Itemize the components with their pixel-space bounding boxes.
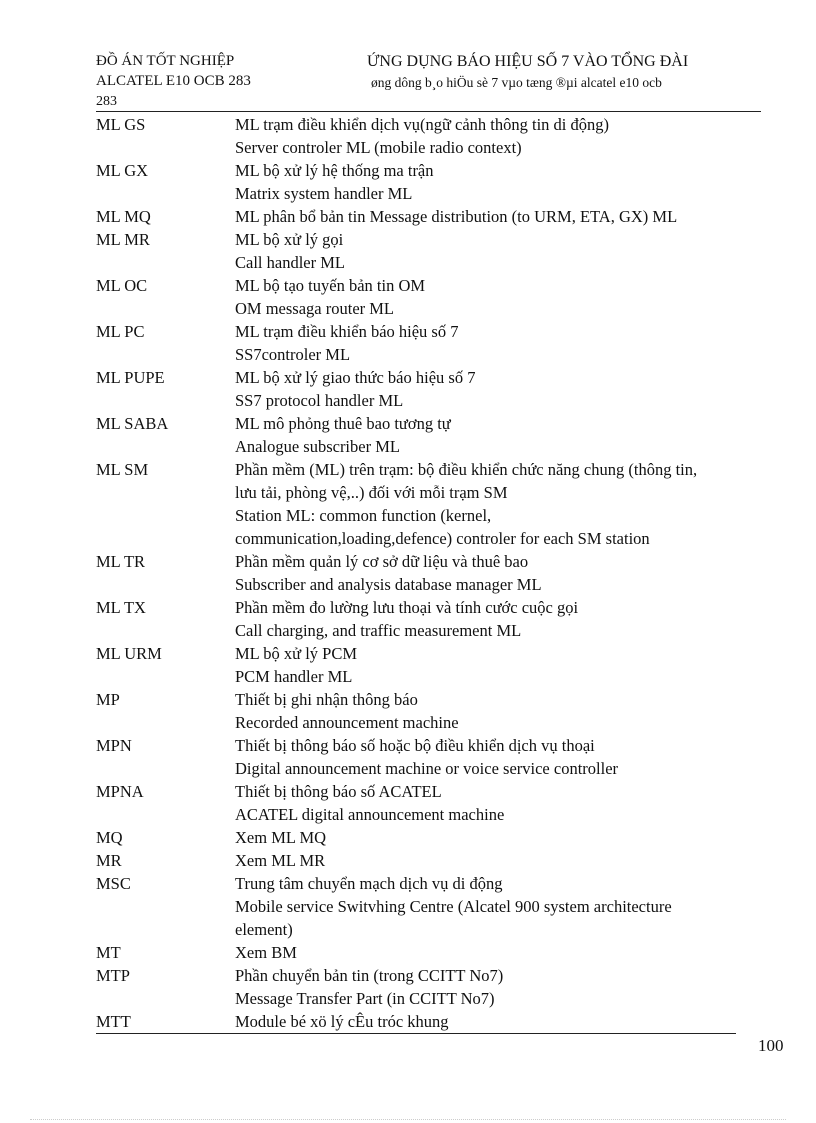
- glossary-term: ML MR: [96, 230, 150, 249]
- glossary-entry: [96, 941, 766, 964]
- glossary-term: MT: [96, 943, 121, 962]
- definition-line: Xem ML MQ: [235, 828, 327, 847]
- definition-line: Trung tâm chuyển mạch dịch vụ di động: [235, 874, 503, 893]
- glossary-definition: [235, 872, 766, 941]
- definition-line: SS7controler ML: [235, 345, 351, 364]
- definition-line: ML bộ xử lý giao thức báo hiệu số 7: [235, 368, 476, 387]
- glossary-entry: [96, 1010, 766, 1033]
- glossary-definition: [235, 320, 766, 366]
- definition-line: PCM handler ML: [235, 667, 353, 686]
- definition-line: Call handler ML: [235, 253, 345, 272]
- glossary-entry: [96, 159, 766, 205]
- glossary-definition: [235, 964, 766, 1010]
- glossary-entry: [96, 274, 766, 320]
- definition-line: SS7 protocol handler ML: [235, 391, 404, 410]
- definition-line: Phần mềm quản lý cơ sở dữ liệu và thuê bao: [235, 552, 529, 571]
- definition-line: Subscriber and analysis database manager ML: [235, 575, 542, 594]
- glossary-term: MTT: [96, 1012, 131, 1031]
- glossary-term: ML SABA: [96, 414, 169, 433]
- glossary-definition: [235, 596, 766, 642]
- definition-line: Thiết bị thông báo số hoặc bộ điều khiển dịch vụ thoại: [235, 736, 595, 755]
- definition-line: Analogue subscriber ML: [235, 437, 400, 456]
- glossary-entry: [96, 320, 766, 366]
- glossary-term: MPNA: [96, 782, 144, 801]
- glossary-entry: [96, 113, 766, 159]
- header-system-name: ALCATEL E10 OCB 283: [96, 73, 251, 89]
- definition-line: Module bé xö lý cÊu tróc khung: [235, 1012, 449, 1031]
- definition-line: ML trạm điều khiển dịch vụ(ngữ cảnh thông tin di động): [235, 115, 610, 134]
- glossary-term: ML TX: [96, 598, 146, 617]
- definition-line: Server controler ML (mobile radio context): [235, 138, 522, 157]
- definition-line: Phần mềm đo lường lưu thoại và tính cước cuộc gọi: [235, 598, 579, 617]
- glossary-term: MSC: [96, 874, 131, 893]
- glossary-definition: [235, 113, 766, 159]
- glossary-entry: [96, 550, 766, 596]
- glossary-definition: [235, 642, 766, 688]
- glossary-entry: [96, 872, 766, 941]
- glossary-definition: [235, 941, 766, 964]
- glossary-entry: [96, 964, 766, 1010]
- glossary-term: ML PUPE: [96, 368, 165, 387]
- glossary-entry: [96, 596, 766, 642]
- glossary-term: MR: [96, 851, 122, 870]
- definition-line: Xem ML MR: [235, 851, 326, 870]
- definition-line: ML bộ xử lý hệ thống ma trận: [235, 161, 434, 180]
- glossary-definition: [235, 734, 766, 780]
- glossary-definition: [235, 274, 766, 320]
- glossary-term: ML SM: [96, 460, 149, 479]
- header-document-subtitle: øng dông b¸o hiÖu sè 7 vµo tæng ®µi alcatel e10 ocb: [371, 75, 662, 90]
- definition-line: ML bộ xử lý gọi: [235, 230, 344, 249]
- glossary-term: ML PC: [96, 322, 145, 341]
- glossary-entry: [96, 734, 766, 780]
- definition-line: communication,loading,defence) controler for each SM station: [235, 529, 650, 548]
- definition-line: ML bộ tạo tuyến bản tin OM: [235, 276, 426, 295]
- definition-line: Message Transfer Part (in CCITT No7): [235, 989, 495, 1008]
- page-edge-dotted-line: [30, 1119, 786, 1120]
- header-divider: [96, 111, 761, 112]
- definition-line: ML bộ xử lý PCM: [235, 644, 358, 663]
- glossary-entry: [96, 205, 766, 228]
- glossary-entry: [96, 688, 766, 734]
- definition-line: Xem BM: [235, 943, 297, 962]
- glossary-definition: [235, 412, 766, 458]
- definition-line: Mobile service Switvhing Centre (Alcatel 900 system architecture: [235, 897, 672, 916]
- definition-line: Matrix system handler ML: [235, 184, 413, 203]
- definition-line: Recorded announcement machine: [235, 713, 459, 732]
- glossary-term: MTP: [96, 966, 130, 985]
- glossary-definition: [235, 826, 766, 849]
- glossary-entry: [96, 228, 766, 274]
- page-header: [96, 52, 761, 112]
- definition-line: ML mô phỏng thuê bao tương tự: [235, 414, 451, 433]
- definition-line: Call charging, and traffic measurement ML: [235, 621, 522, 640]
- glossary-definition: [235, 849, 766, 872]
- glossary-entry: [96, 642, 766, 688]
- definition-line: Thiết bị thông báo số ACATEL: [235, 782, 442, 801]
- definition-line: lưu tải, phòng vệ,..) đối với mỗi trạm SM: [235, 483, 508, 502]
- glossary-term: ML GS: [96, 115, 146, 134]
- glossary-term: ML MQ: [96, 207, 151, 226]
- glossary-definition: [235, 550, 766, 596]
- glossary-definition: [235, 228, 766, 274]
- glossary-definition: [235, 458, 766, 550]
- glossary-term: MP: [96, 690, 120, 709]
- glossary-entry: [96, 458, 766, 550]
- glossary-definition: [235, 780, 766, 826]
- glossary-definition: [235, 205, 766, 228]
- header-system-number: 283: [96, 94, 117, 109]
- definition-line: Phần chuyển bản tin (trong CCITT No7): [235, 966, 504, 985]
- definition-line: ACATEL digital announcement machine: [235, 805, 505, 824]
- glossary-list: [96, 113, 766, 1033]
- glossary-term: ML URM: [96, 644, 162, 663]
- definition-line: Station ML: common function (kernel,: [235, 506, 492, 525]
- definition-line: Digital announcement machine or voice service controller: [235, 759, 619, 778]
- footer-divider: [96, 1033, 736, 1034]
- glossary-definition: [235, 366, 766, 412]
- glossary-term: MQ: [96, 828, 123, 847]
- definition-line: element): [235, 920, 293, 939]
- glossary-entry: [96, 412, 766, 458]
- glossary-term: ML GX: [96, 161, 149, 180]
- glossary-definition: [235, 1010, 766, 1033]
- glossary-entry: [96, 366, 766, 412]
- definition-line: Thiết bị ghi nhận thông báo: [235, 690, 418, 709]
- definition-line: ML trạm điều khiển báo hiệu số 7: [235, 322, 459, 341]
- definition-line: OM messaga router ML: [235, 299, 395, 318]
- glossary-term: ML TR: [96, 552, 146, 571]
- glossary-entry: [96, 780, 766, 826]
- glossary-entry: [96, 826, 766, 849]
- glossary-definition: [235, 159, 766, 205]
- definition-line: ML phân bổ bản tin Message distribution (to URM, ETA, GX) ML: [235, 207, 678, 226]
- glossary-definition: [235, 688, 766, 734]
- header-thesis-title: ĐỒ ÁN TỐT NGHIỆP: [96, 53, 235, 69]
- glossary-term: MPN: [96, 736, 132, 755]
- glossary-entry: [96, 849, 766, 872]
- header-document-title: ỨNG DỤNG BÁO HIỆU SỐ 7 VÀO TỔNG ĐÀI: [367, 53, 689, 70]
- page-number: 100: [758, 1036, 784, 1055]
- glossary-term: ML OC: [96, 276, 148, 295]
- definition-line: Phần mềm (ML) trên trạm: bộ điều khiển chức năng chung (thông tin,: [235, 460, 698, 479]
